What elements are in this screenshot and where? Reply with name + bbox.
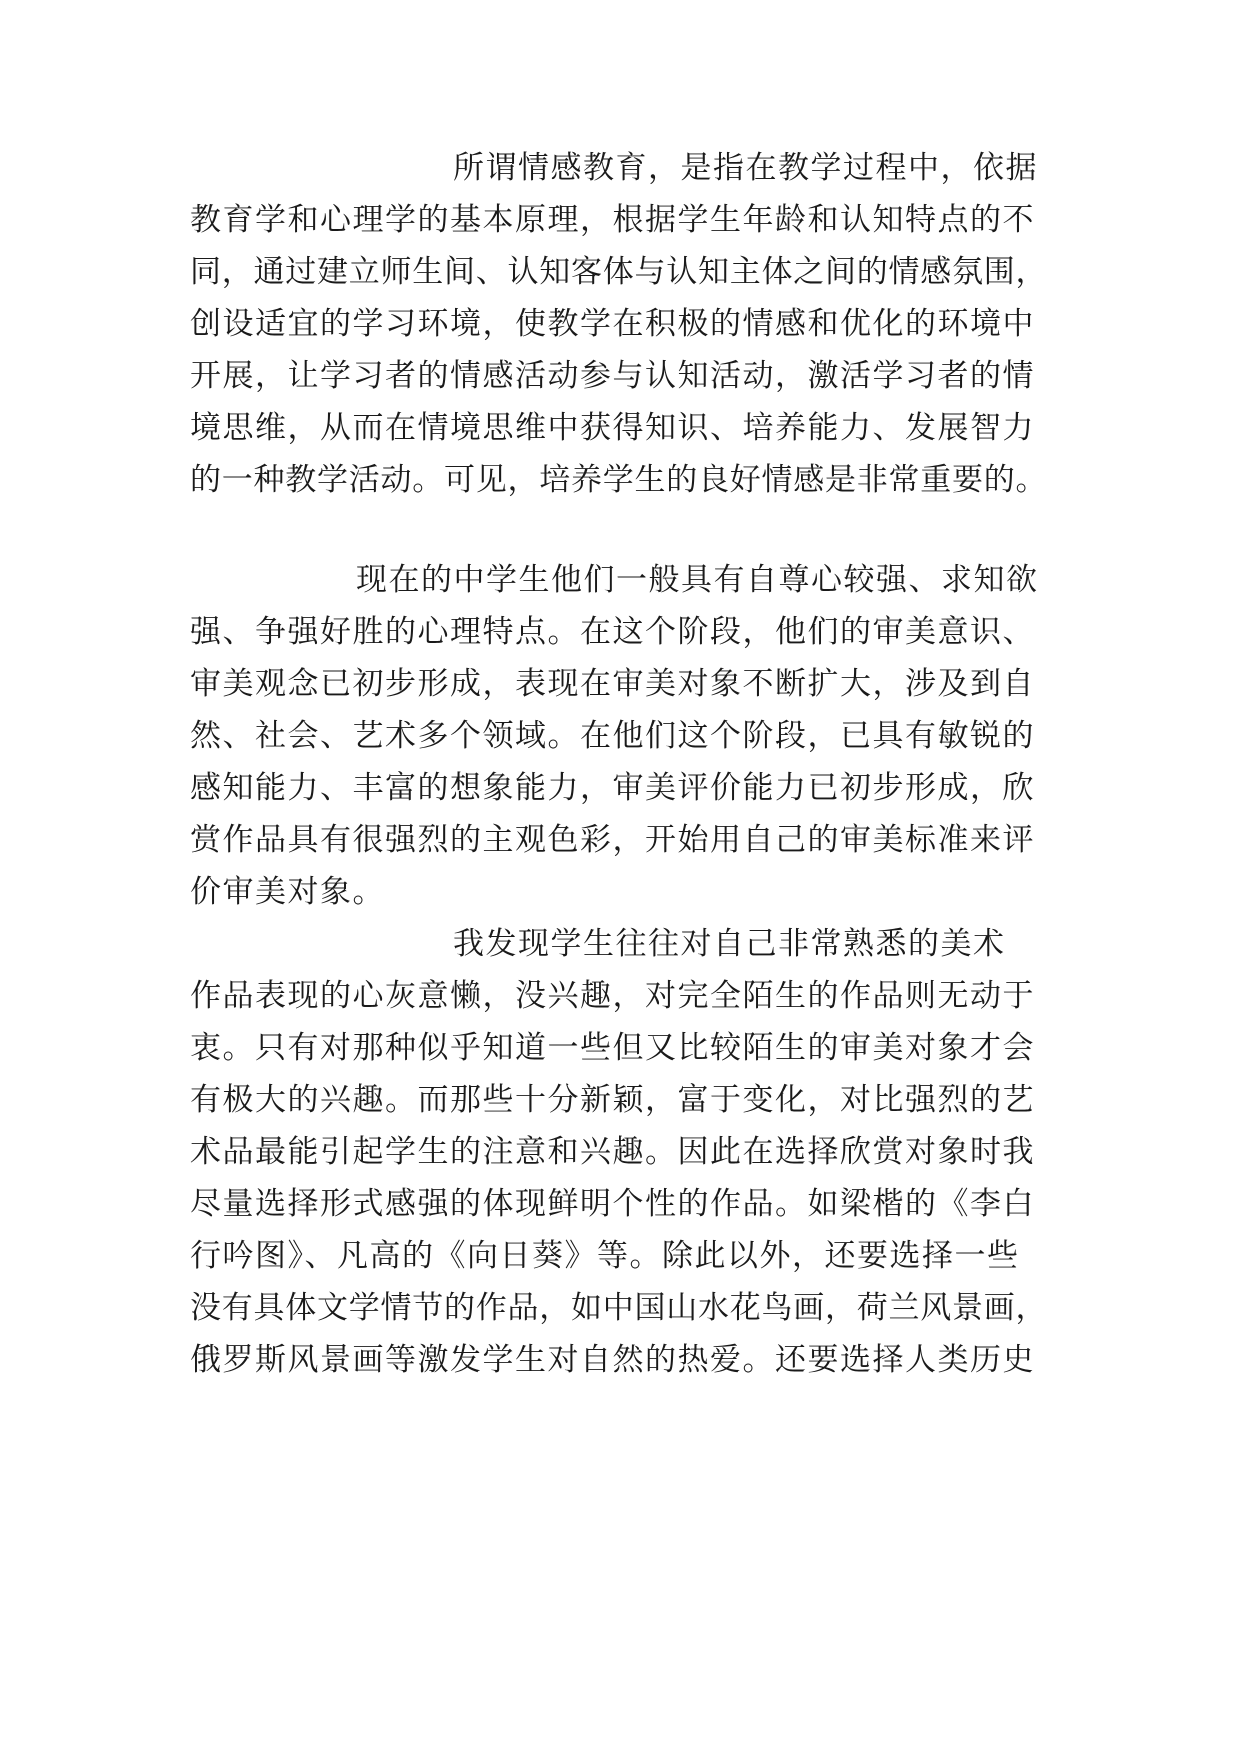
text-line: 创设适宜的学习环境，使教学在积极的情感和优化的环境中 bbox=[190, 306, 1035, 342]
text-line: 所谓情感教育，是指在教学过程中，依据 bbox=[453, 150, 1038, 186]
text-line: 赏作品具有很强烈的主观色彩，开始用自己的审美标准来评 bbox=[190, 822, 1035, 858]
text-line: 俄罗斯风景画等激发学生对自然的热爱。还要选择人类历史 bbox=[190, 1342, 1035, 1378]
text-line: 审美观念已初步形成，表现在审美对象不断扩大，涉及到自 bbox=[190, 666, 1035, 702]
text-line: 术品最能引起学生的注意和兴趣。因此在选择欣赏对象时我 bbox=[190, 1134, 1035, 1170]
text-line: 的一种教学活动。可见，培养学生的良好情感是非常重要的。 bbox=[190, 462, 1048, 498]
text-line: 衷。只有对那种似乎知道一些但又比较陌生的审美对象才会 bbox=[190, 1030, 1035, 1066]
text-line: 价审美对象。 bbox=[190, 874, 385, 910]
text-line: 开展，让学习者的情感活动参与认知活动，激活学习者的情 bbox=[190, 358, 1035, 394]
text-line: 现在的中学生他们一般具有自尊心较强、求知欲 bbox=[356, 562, 1039, 598]
text-line: 教育学和心理学的基本原理，根据学生年龄和认知特点的不 bbox=[190, 202, 1035, 238]
text-line: 境思维，从而在情境思维中获得知识、培养能力、发展智力 bbox=[190, 410, 1035, 446]
text-line: 感知能力、丰富的想象能力，审美评价能力已初步形成，欣 bbox=[190, 770, 1035, 806]
text-line: 作品表现的心灰意懒，没兴趣，对完全陌生的作品则无动于 bbox=[190, 978, 1035, 1014]
text-line: 然、社会、艺术多个领域。在他们这个阶段，已具有敏锐的 bbox=[190, 718, 1035, 754]
text-line: 同，通过建立师生间、认知客体与认知主体之间的情感氛围， bbox=[190, 254, 1048, 290]
text-line: 没有具体文学情节的作品，如中国山水花鸟画，荷兰风景画， bbox=[190, 1290, 1048, 1326]
text-line: 有极大的兴趣。而那些十分新颖，富于变化，对比强烈的艺 bbox=[190, 1082, 1035, 1118]
text-line: 我发现学生往往对自己非常熟悉的美术 bbox=[453, 926, 1006, 962]
text-line: 强、争强好胜的心理特点。在这个阶段，他们的审美意识、 bbox=[190, 614, 1035, 650]
text-line: 行吟图》、凡高的《向日葵》等。除此以外，还要选择一些 bbox=[190, 1238, 1020, 1274]
text-line: 尽量选择形式感强的体现鲜明个性的作品。如梁楷的《李白 bbox=[190, 1186, 1035, 1222]
